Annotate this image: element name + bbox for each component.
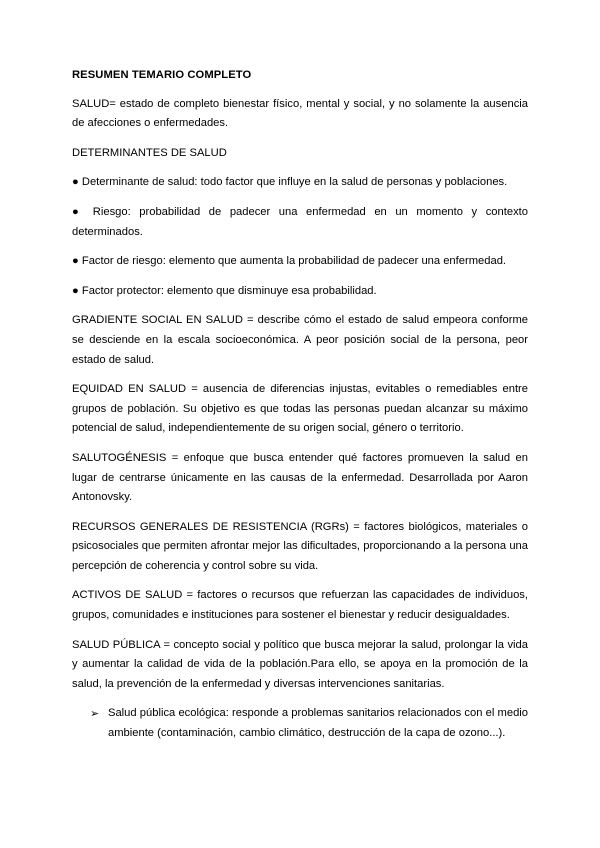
document-body xyxy=(72,66,528,744)
bullet-determinante: ● Determinante de salud: todo factor que influye en la salud de personas y poblaciones. xyxy=(72,176,508,189)
sub-item-text: Salud pública ecológica: responde a problemas sanitarios relacionados con el medio ambiente (contaminación, cambio climático, destrucción de la capa de ozono...). xyxy=(108,707,528,740)
determinantes-heading: DETERMINANTES DE SALUD xyxy=(72,146,227,159)
salud-publica-sublist xyxy=(72,704,528,743)
gradiente-paragraph: GRADIENTE SOCIAL EN SALUD = describe cómo el estado de salud empeora conforme se desciende en la escala socioeconómica. A peor posición social de la persona, peor estado de salud. xyxy=(72,314,528,366)
bullet-factor-protector: ● Factor protector: elemento que disminuye esa probabilidad. xyxy=(72,284,377,297)
document-title: RESUMEN TEMARIO COMPLETO xyxy=(72,69,252,81)
bullet-riesgo: ● Riesgo: probabilidad de padecer una enfermedad en un momento y contexto determinados. xyxy=(72,205,528,238)
determinantes-list xyxy=(72,173,528,301)
activos-paragraph: ACTIVOS DE SALUD = factores o recursos que refuerzan las capacidades de individuos, grupos, comunidades e instituciones para sostener el bienestar y reducir desigualdades. xyxy=(72,589,528,622)
equidad-paragraph: EQUIDAD EN SALUD = ausencia de diferencias injustas, evitables o remediables entre grupos de población. Su objetivo es que todas las personas puedan alcanzar su máximo potencial de salud, independientemente de su origen social, género o territorio. xyxy=(72,383,528,435)
bullet-factor-riesgo: ● Factor de riesgo: elemento que aumenta la probabilidad de padecer una enfermedad. xyxy=(72,255,507,268)
salutogenesis-paragraph: SALUTOGÉNESIS = enfoque que busca entender qué factores promueven la salud en lugar de centrarse únicamente en las causas de la enfermedad. Desarrollada por Aaron Antonovsky. xyxy=(72,451,528,504)
salud-definition: SALUD= estado de completo bienestar físico, mental y social, y no solamente la ausencia de afecciones o enfermedades. xyxy=(72,97,528,130)
recursos-paragraph: RECURSOS GENERALES DE RESISTENCIA (RGRs) = factores biológicos, materiales o psicosociales que permiten afrontar mejor las dificultades, proporcionando a la persona una percepción de coherencia y control sobre su vida. xyxy=(72,520,528,572)
salud-publica-paragraph: SALUD PÚBLICA = concepto social y político que busca mejorar la salud, prolongar la vida y aumentar la calidad de vida de la población.Para ello, se apoya en la promoción de la salud, la prevención de la enfermedad y diversas intervenciones sanitarias. xyxy=(72,638,528,690)
arrow-bullet-icon: ➢ xyxy=(90,707,100,721)
list-item xyxy=(90,704,528,743)
